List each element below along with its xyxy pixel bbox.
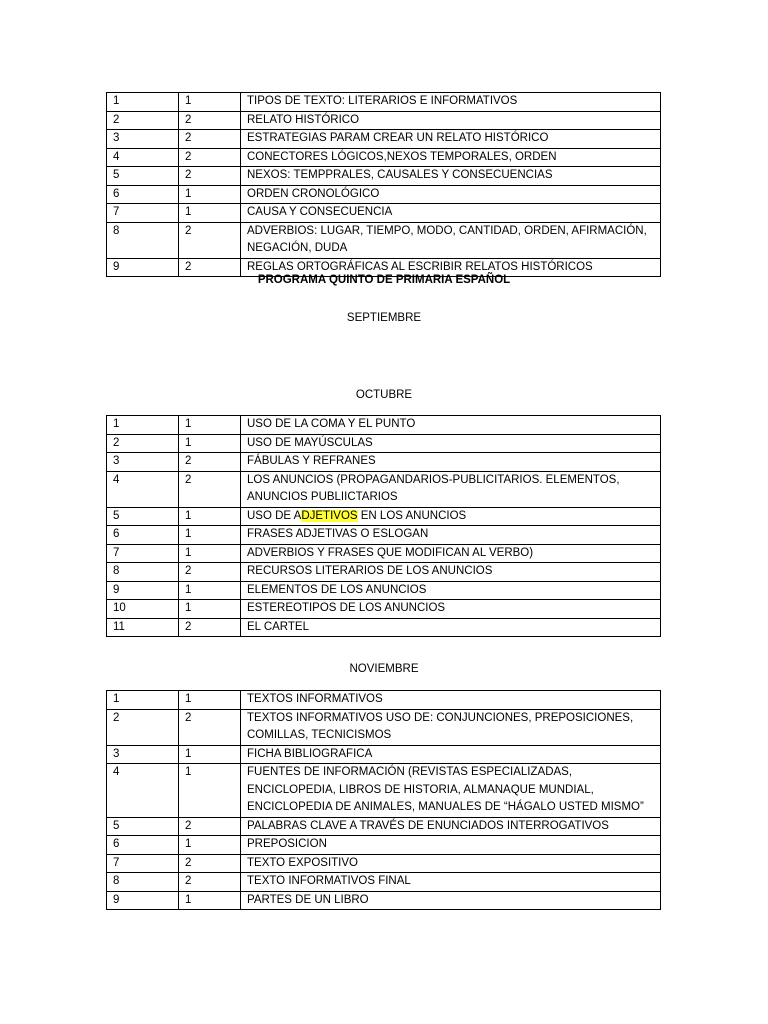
table-row [107, 434, 661, 453]
topic-text: EN LOS ANUNCIOS [357, 509, 467, 522]
row-number: 9 [107, 891, 179, 910]
row-number: 1 [107, 691, 179, 710]
row-sessions: 2 [179, 817, 241, 836]
row-number: 2 [107, 434, 179, 453]
row-topic: FRASES ADJETIVAS O ESLOGAN [241, 526, 661, 545]
month-heading-november: NOVIEMBRE [349, 663, 419, 675]
table-row [107, 836, 661, 855]
row-topic: TIPOS DE TEXTO: LITERARIOS E INFORMATIVOS [241, 93, 661, 112]
row-sessions: 1 [179, 691, 241, 710]
row-sessions: 2 [179, 167, 241, 186]
table-row [107, 222, 661, 258]
row-topic: FUENTES DE INFORMACIÓN (REVISTAS ESPECIALIZADAS, ENCICLOPEDIA, LIBROS DE HISTORIA, ALMANAQUE MUNDIAL, ENCICLOPEDIA DE ANIMALES, MANUALES DE “HÁGALO USTED MISMO” [241, 764, 661, 818]
table-row [107, 618, 661, 637]
row-number: 11 [107, 618, 179, 637]
row-sessions: 1 [179, 507, 241, 526]
table-row [107, 891, 661, 910]
row-sessions: 2 [179, 873, 241, 892]
row-topic: PALABRAS CLAVE A TRAVÉS DE ENUNCIADOS INTERROGATIVOS [241, 817, 661, 836]
table-row [107, 600, 661, 619]
row-sessions: 1 [179, 745, 241, 764]
table-row [107, 507, 661, 526]
row-sessions: 2 [179, 258, 241, 277]
program-title: PROGRAMA QUINTO DE PRIMARIA ESPAÑOL [257, 274, 511, 286]
row-number: 6 [107, 526, 179, 545]
table-row [107, 854, 661, 873]
row-number: 6 [107, 185, 179, 204]
row-topic: USO DE MAYÚSCULAS [241, 434, 661, 453]
row-sessions: 2 [179, 148, 241, 167]
row-number: 5 [107, 817, 179, 836]
row-number: 10 [107, 600, 179, 619]
row-topic: CONECTORES LÓGICOS,NEXOS TEMPORALES, ORDEN [241, 148, 661, 167]
table-row [107, 709, 661, 745]
month-heading-september: SEPTIEMBRE [346, 312, 422, 324]
row-number: 9 [107, 581, 179, 600]
month-heading-october: OCTUBRE [355, 389, 413, 401]
row-sessions: 2 [179, 563, 241, 582]
row-number: 3 [107, 130, 179, 149]
row-sessions: 2 [179, 222, 241, 258]
table-row [107, 873, 661, 892]
row-topic: REGLAS ORTOGRÁFICAS AL ESCRIBIR RELATOS HISTÓRICOS [241, 258, 661, 277]
table-row [107, 544, 661, 563]
topics-table-november [106, 690, 661, 910]
table-row [107, 204, 661, 223]
row-topic: ORDEN CRONOLÓGICO [241, 185, 661, 204]
table-row [107, 111, 661, 130]
row-sessions: 2 [179, 471, 241, 507]
row-topic: TEXTOS INFORMATIVOS USO DE: CONJUNCIONES, PREPOSICIONES, COMILLAS, TECNICISMOS [241, 709, 661, 745]
table-row [107, 471, 661, 507]
row-topic: USO DE LA COMA Y EL PUNTO [241, 416, 661, 435]
row-topic: ADVERBIOS: LUGAR, TIEMPO, MODO, CANTIDAD, ORDEN, AFIRMACIÓN, NEGACIÓN, DUDA [241, 222, 661, 258]
row-number: 4 [107, 764, 179, 818]
row-sessions: 2 [179, 854, 241, 873]
row-number: 5 [107, 167, 179, 186]
row-number: 3 [107, 745, 179, 764]
row-sessions: 1 [179, 600, 241, 619]
row-topic: FÁBULAS Y REFRANES [241, 453, 661, 472]
table-row [107, 691, 661, 710]
row-sessions: 1 [179, 185, 241, 204]
row-sessions: 1 [179, 416, 241, 435]
table-row [107, 745, 661, 764]
row-topic: ADVERBIOS Y FRASES QUE MODIFICAN AL VERBO) [241, 544, 661, 563]
row-number: 9 [107, 258, 179, 277]
table-row [107, 148, 661, 167]
table-row [107, 167, 661, 186]
row-number: 1 [107, 416, 179, 435]
highlighted-text: DJETIVOS [301, 509, 358, 522]
row-number: 8 [107, 873, 179, 892]
row-number: 5 [107, 507, 179, 526]
row-number: 4 [107, 471, 179, 507]
row-topic: TEXTO INFORMATIVOS FINAL [241, 873, 661, 892]
row-sessions: 1 [179, 891, 241, 910]
row-sessions: 2 [179, 709, 241, 745]
topic-text: USO DE A [247, 509, 302, 522]
row-topic: RELATO HISTÓRICO [241, 111, 661, 130]
row-topic: PREPOSICION [241, 836, 661, 855]
row-sessions: 1 [179, 764, 241, 818]
row-topic: RECURSOS LITERARIOS DE LOS ANUNCIOS [241, 563, 661, 582]
row-number: 1 [107, 93, 179, 112]
row-sessions: 1 [179, 93, 241, 112]
row-number: 2 [107, 111, 179, 130]
row-topic: CAUSA Y CONSECUENCIA [241, 204, 661, 223]
row-number: 7 [107, 544, 179, 563]
row-topic: ESTRATEGIAS PARAM CREAR UN RELATO HISTÓRICO [241, 130, 661, 149]
table-row [107, 185, 661, 204]
row-sessions: 2 [179, 130, 241, 149]
row-topic: FICHA BIBLIOGRAFICA [241, 745, 661, 764]
table-row [107, 764, 661, 818]
row-sessions: 1 [179, 581, 241, 600]
row-sessions: 1 [179, 836, 241, 855]
row-number: 2 [107, 709, 179, 745]
row-number: 7 [107, 854, 179, 873]
row-number: 8 [107, 222, 179, 258]
table-row [107, 563, 661, 582]
topics-table-october [106, 415, 661, 637]
row-topic: ESTEREOTIPOS DE LOS ANUNCIOS [241, 600, 661, 619]
row-topic: TEXTOS INFORMATIVOS [241, 691, 661, 710]
row-sessions: 1 [179, 434, 241, 453]
row-topic: LOS ANUNCIOS (PROPAGANDARIOS-PUBLICITARIOS. ELEMENTOS, ANUNCIOS PUBLIICTARIOS [241, 471, 661, 507]
row-number: 6 [107, 836, 179, 855]
row-sessions: 2 [179, 618, 241, 637]
row-topic: PARTES DE UN LIBRO [241, 891, 661, 910]
row-topic: ELEMENTOS DE LOS ANUNCIOS [241, 581, 661, 600]
topics-table-top [106, 92, 661, 277]
row-number: 4 [107, 148, 179, 167]
row-topic: TEXTO EXPOSITIVO [241, 854, 661, 873]
table-row [107, 581, 661, 600]
table-row [107, 93, 661, 112]
row-topic [241, 507, 661, 526]
table-row [107, 130, 661, 149]
row-sessions: 1 [179, 526, 241, 545]
table-row [107, 416, 661, 435]
table-row [107, 817, 661, 836]
row-topic: EL CARTEL [241, 618, 661, 637]
row-number: 3 [107, 453, 179, 472]
row-sessions: 1 [179, 204, 241, 223]
table-row [107, 526, 661, 545]
row-number: 8 [107, 563, 179, 582]
table-row [107, 453, 661, 472]
row-topic: NEXOS: TEMPPRALES, CAUSALES Y CONSECUENCIAS [241, 167, 661, 186]
row-sessions: 2 [179, 111, 241, 130]
row-sessions: 2 [179, 453, 241, 472]
row-sessions: 1 [179, 544, 241, 563]
row-number: 7 [107, 204, 179, 223]
